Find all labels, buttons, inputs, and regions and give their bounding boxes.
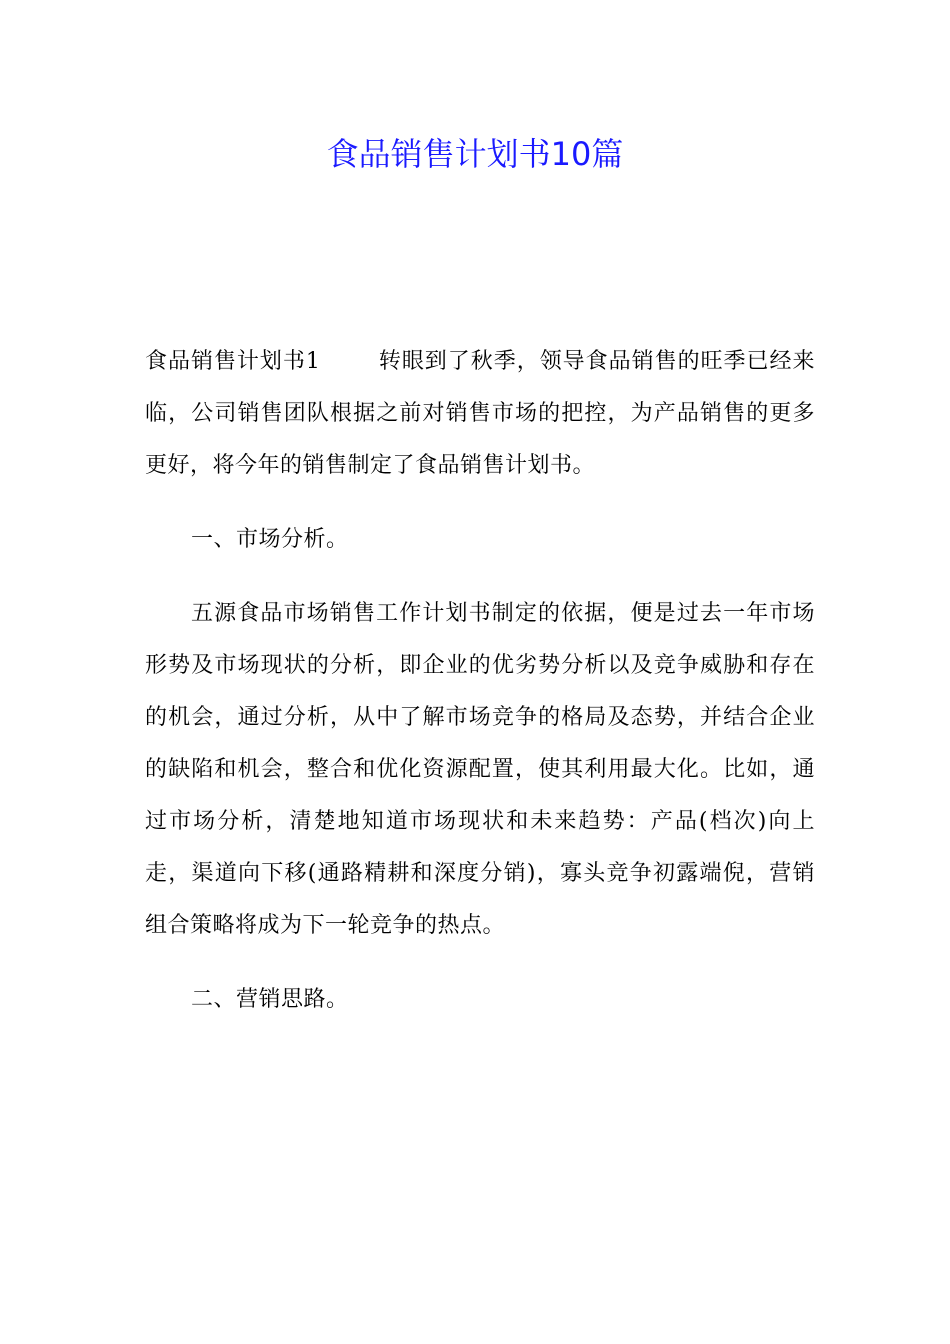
document-title: 食品销售计划书10篇 [326,135,624,173]
section1-heading: 一、市场分析。 [191,527,349,552]
intro-paragraph [145,336,815,492]
document-body [145,336,815,1048]
intro-heading: 食品销售计划书1 [145,349,321,374]
intro-text: 转眼到了秋季，领导食品销售的旺季已经来临，公司销售团队根据之前对销售市场的把控，为产品销售的更多更好，将今年的销售制定了食品销售计划书。 [145,349,815,478]
section1-paragraph: 五源食品市场销售工作计划书制定的依据，便是过去一年市场形势及市场现状的分析，即企业的优劣势分析以及竞争威胁和存在的机会，通过分析，从中了解市场竞争的格局及态势，并结合企业的缺陷和机会，整合和优化资源配置，使其利用最大化。比如，通过市场分析，清楚地知道市场现状和未来趋势：产品(档次)向上走，渠道向下移(通路精耕和深度分销)，寡头竞争初露端倪，营销组合策略将成为下一轮竞争的热点。 [145,601,815,938]
section2-heading: 二、营销思路。 [191,987,349,1012]
